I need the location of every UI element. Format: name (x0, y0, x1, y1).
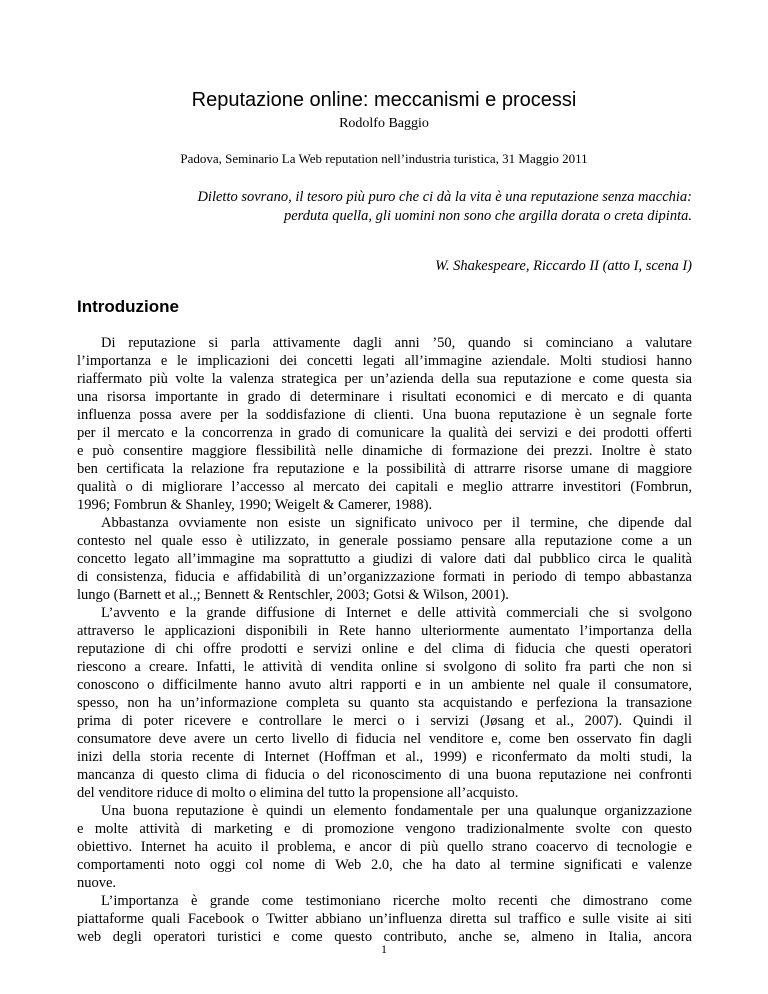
text-line: Una buona reputazione è quindi un elemento fondamentale per una qualunque organizzazione (101, 803, 692, 819)
text-line: spesso, non ha un’informazione completa su quanto sta acquistando e perfeziona la transazione (77, 695, 692, 711)
text-line: riescono a creare. Infatti, le attività di vendita online si svolgono di solito fra parti che non si (77, 659, 692, 675)
text-line: Di reputazione si parla attivamente dagli anni ’50, quando si cominciano a valutare (101, 335, 692, 351)
text-line: ben certificata la relazione fra reputazione e la possibilità di attrarre risorse umane di maggiore (77, 461, 692, 477)
text-line: L’avvento e la grande diffusione di Internet e delle attività commerciali che si svolgono (101, 605, 692, 621)
text-line: attraverso le applicazioni disponibili in Rete hanno ulteriormente aumentato l’importanza della (77, 623, 692, 639)
text-line: riaffermato più volte la valenza strategica per un’azienda della sua reputazione e come questa sia (77, 371, 692, 387)
document-event: Padova, Seminario La Web reputation nell’industria turistica, 31 Maggio 2011 (180, 151, 588, 166)
text-line: web degli operatori turistici e come questo contributo, anche se, almeno in Italia, ancora (77, 929, 692, 945)
text-line: concetto legato all’immagine ma soprattutto a giudizi di valore dati dal pubblico circa le qualità (77, 551, 692, 567)
document-title: Reputazione online: meccanismi e processi (191, 89, 577, 111)
text-line: prima di poter ricevere e controllare le merci o i servizi (Jøsang et al., 2007). Quindi il (77, 713, 692, 729)
text-line: comportamenti noto oggi col nome di Web 2.0, che ha dato al termine significati e valenze (77, 857, 692, 873)
text-line: conoscono o difficilmente hanno avuto altri rapporti e in un ambiente nel quale il consumatore, (77, 677, 692, 693)
text-line: inizi della storia recente di Internet (Hoffman et al., 1999) e riconfermato da molti studi, la (77, 749, 692, 765)
text-line: una risorsa importante in grado di determinare i risultati economici e di mercato e di quanta (77, 389, 692, 405)
text-line: mancanza di questo clima di fiducia o del riconoscimento di una buona reputazione nei confronti (77, 767, 692, 783)
epigraph-line: perduta quella, gli uomini non sono che argilla dorata o creta dipinta. (284, 208, 692, 224)
text-line: nuove. (77, 875, 117, 891)
text-line: piattaforme quali Facebook o Twitter abbiano un’influenza diretta sul traffico e sulle visite ai siti (77, 911, 692, 927)
text-line: reputazione di chi offre prodotti e servizi online e del clima di fiducia che questi operatori (77, 641, 692, 657)
text-line: obiettivo. Internet ha acuito il problema, e ancor di più quello strano coacervo di tecnologie e (77, 839, 692, 855)
body-text (77, 334, 692, 946)
text-line: consumatore deve avere un certo livello di fiducia nel venditore e, come ben osservato fin dagli (77, 731, 692, 747)
text-line: e può consentire maggiore flessibilità nelle dinamiche di formazione dei prezzi. Inoltre è stato (77, 443, 692, 459)
epigraph-attribution: W. Shakespeare, Riccardo II (atto I, scena I) (435, 258, 692, 274)
text-line: Abbastanza ovviamente non esiste un significato univoco per il termine, che dipende dal (101, 515, 692, 531)
section-heading: Introduzione (77, 297, 179, 316)
page-number: 1 (381, 942, 387, 956)
text-line: 1996; Fombrun & Shanley, 1990; Weigelt & Camerer, 1988). (77, 497, 433, 513)
text-line: qualità o di migliorare l’accesso al mercato dei capitali e meglio attrarre investitori (Fombrun, (77, 479, 692, 495)
text-line: l’importanza e le implicazioni dei concetti legati all’immagine aziendale. Molti studiosi hanno (77, 353, 692, 369)
text-line: di consistenza, fiducia e affidabilità di un’organizzazione formati in periodo di tempo abbastanza (77, 569, 692, 585)
text-line: L’importanza è grande come testimoniano ricerche molto recenti che dimostrano come (101, 893, 692, 909)
text-line: per il mercato e la concorrenza in grado di comunicare la qualità dei servizi e dei prodotti offerti (77, 425, 692, 441)
epigraph-line: Diletto sovrano, il tesoro più puro che ci dà la vita è una reputazione senza macchia: (197, 189, 692, 205)
document-author: Rodolfo Baggio (339, 116, 429, 131)
text-line: contesto nel quale esso è utilizzato, in generale possiamo pensare alla reputazione come a un (77, 533, 692, 549)
epigraph (150, 188, 692, 226)
text-line: del venditore riduce di molto o elimina del tutto la propensione all’acquisto. (77, 785, 519, 801)
text-line: influenza possa avere per la soddisfazione di clienti. Una buona reputazione è un segnale forte (77, 407, 692, 423)
text-line: e molte attività di marketing e di promozione vengono tradizionalmente svolte con questo (77, 821, 692, 837)
text-line: lungo (Barnett et al.,; Bennett & Rentschler, 2003; Gotsi & Wilson, 2001). (77, 587, 509, 603)
